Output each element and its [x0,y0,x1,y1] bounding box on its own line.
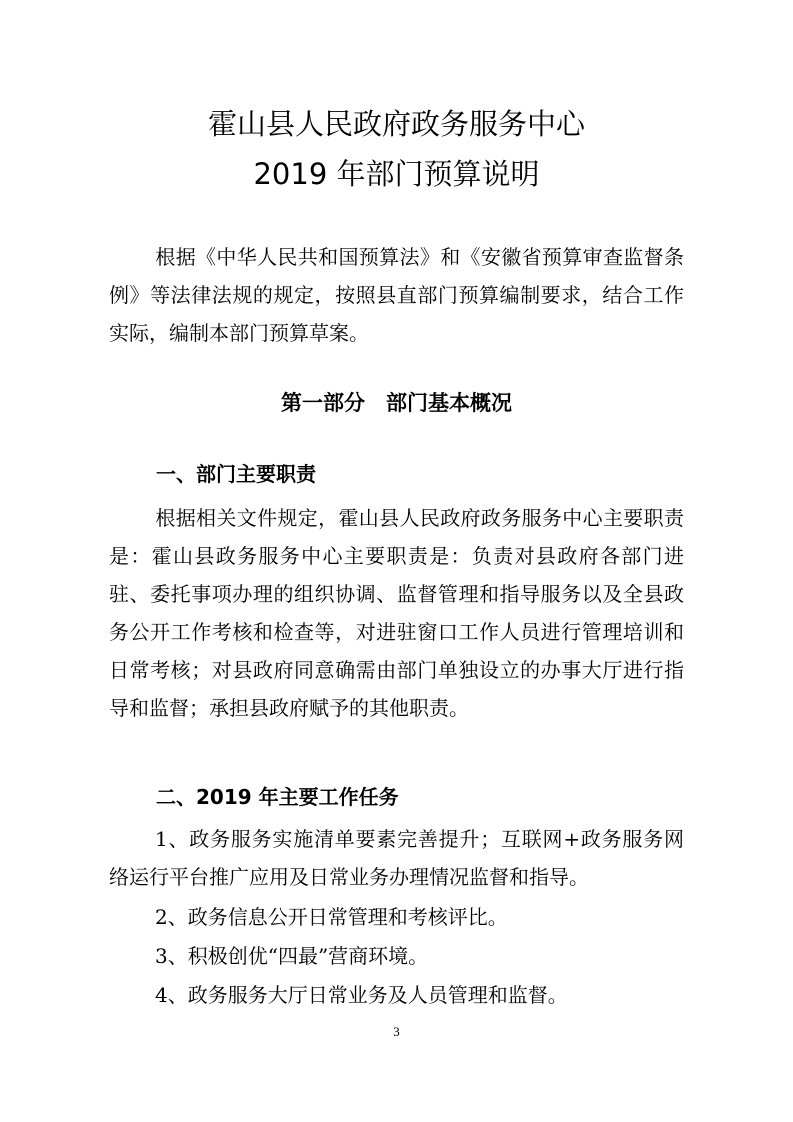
task-item [109,898,684,936]
section1-heading: 一、部门主要职责 [156,462,316,486]
task-item [109,976,684,1014]
page-number: 3 [393,1024,400,1039]
section1-text: 根据相关文件规定，霍山县人民政府政务服务中心主要职责是：霍山县政务服务中心主要职责是：负责对县政府各部门进驻、委托事项办理的组织协调、监督管理和指导服务以及全县政务公开工作考核和检查等，对进驻窗口工作人员进行管理培训和日常考核；对县政府同意确需由部门单独设立的办事大厅进行指导和监督；承担县政府赋予的其他职责。 [109,506,684,720]
document-title-line2: 2019 年部门预算说明 [253,157,540,191]
task-text: 3、积极创优“四最”营商环境。 [155,944,429,968]
intro-paragraph [109,238,684,352]
task-item [109,820,684,896]
task-text: 4、政务服务大厅日常业务及人员管理和监督。 [155,983,568,1007]
task-text: 2、政务信息公开日常管理和考核评比。 [155,905,508,929]
document-title-line1: 霍山县人民政府政务服务中心 [207,107,585,141]
task-item [109,937,684,975]
section2-heading: 二、2019 年主要工作任务 [156,785,399,809]
section1-paragraph [109,499,684,727]
part1-heading: 第一部分 部门基本概况 [281,391,512,415]
task-text: 1、政务服务实施清单要素完善提升；互联网+政务服务网络运行平台推广应用及日常业务办理情况监督和指导。 [109,827,684,889]
intro-text: 根据《中华人民共和国预算法》和《安徽省预算审查监督条例》等法律法规的规定，按照县直部门预算编制要求，结合工作实际，编制本部门预算草案。 [109,245,684,345]
